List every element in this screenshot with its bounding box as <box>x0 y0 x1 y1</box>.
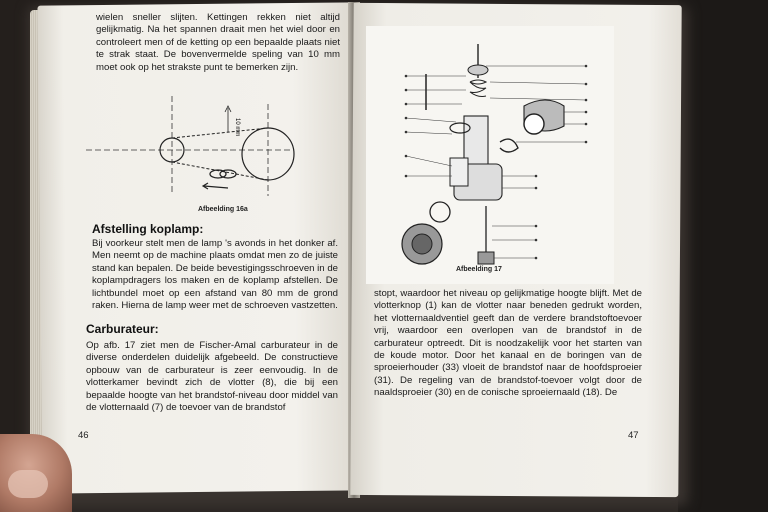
float-chamber <box>450 158 468 186</box>
heading-koplamp: Afstelling koplamp: <box>92 222 204 236</box>
heading-carburateur: Carburateur: <box>86 322 159 336</box>
left-paragraph-2: Bij voorkeur stelt men de lamp 's avonds in het donker af. Men neemt op de machine plaats omdat men zo de juiste stand kan bepalen. De beide bevestigingsschroeven in de koplampdragers los maken en de koplamp afstellen. De lichtbundel moet op een afstand van 80 mm de grond raken. Hierna de lamp weer met de schroeven vastzetten. <box>92 238 338 312</box>
right-paragraph-1: stopt, waardoor het niveau op gelijkmatige hoogte blijft. Met de vlotterknop (1) kan de vlotter naar beneden gedrukt worden, het vlotternaaldventiel geeft dan de verdere brandstoftoevoer vrij, waardoor een overlopen van de brandstof in de carburateur optreedt. Dit is noodzakelijk voor het starten van de koude motor. Door het kanaal en de boringen van de sproeierhouder (33) vloeit de brandstof naar de hoofdsproeier (31). De regeling van de brandstof-toevoer volgt door de naaldsproeier (30) en de conische sproeiernaald (18). De <box>374 288 642 399</box>
chain-diagram-figure <box>78 94 298 206</box>
carburettor-exploded-figure <box>366 26 614 284</box>
cap-part <box>468 65 488 75</box>
left-figure-caption: Afbeelding 16a <box>198 206 248 213</box>
thumbnail-highlight <box>8 470 48 498</box>
left-paragraph-1: wielen sneller slijten. Kettingen rekken niet altijd gelijkmatig. Na het spannen draait men het wiel door en controleert men of de ketting op een bepaalde plaats niet te strak staat. De bovenvermelde speling van 10 mm moet ook op het strakste punt te bemerken zijn. <box>96 12 340 73</box>
left-page-number: 46 <box>78 430 89 441</box>
right-page-number: 47 <box>628 430 639 441</box>
main-jet <box>478 252 494 264</box>
direction-arrow <box>204 186 228 188</box>
right-figure-caption: Afbeelding 17 <box>456 266 502 273</box>
left-paragraph-3: Op afb. 17 ziet men de Fischer-Amal carburateur in de diverse onderdelen duidelijk afgebeeld. De constructieve opbouw van de carburateur is zeer eenvoudig. In de vlotterkamer bevindt zich de vlotter (8), die bij een bepaalde hoogte van het brandstof-niveau door middel van de vlotternaald (7) de toevoer van de brandstof <box>86 340 338 414</box>
float-bowl-center <box>412 234 432 254</box>
clamp-ring <box>524 114 544 134</box>
dark-background-right <box>678 0 768 512</box>
dimension-label: 10 mm <box>234 118 240 137</box>
